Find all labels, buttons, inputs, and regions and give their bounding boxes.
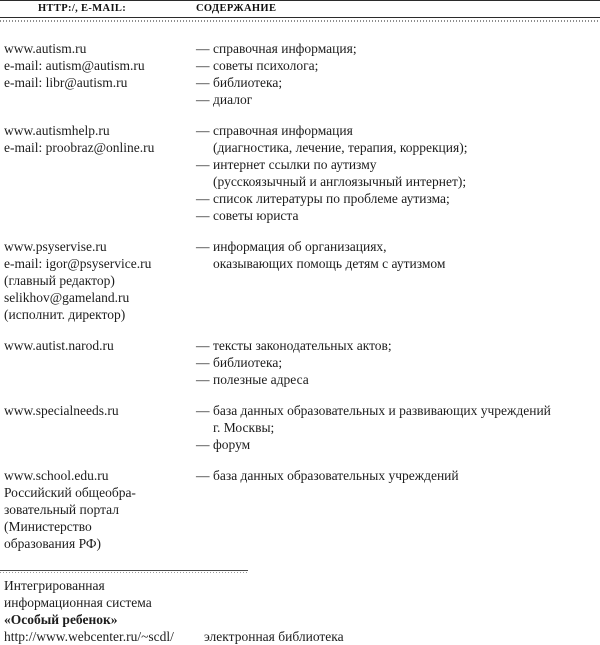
footer-last-row — [0, 628, 600, 645]
footer-title: «Особый ребенок» — [4, 612, 118, 627]
row-url-cell — [0, 40, 196, 91]
content-item — [196, 156, 596, 190]
content-item: — диалог — [196, 91, 596, 108]
content-item: — справочная информация; — [196, 40, 596, 57]
footer-line: информационная система — [4, 595, 152, 610]
table-body — [0, 22, 600, 552]
content-item: — форум — [196, 436, 596, 453]
content-item-text: справочная информация — [213, 123, 353, 138]
url-line: e-mail: proobraz@online.ru — [4, 140, 155, 155]
row-content-cell — [196, 337, 600, 388]
content-item: — советы юриста — [196, 207, 596, 224]
row-content-cell — [196, 467, 600, 484]
footer-description: электронная библиотека — [204, 629, 344, 644]
footer-block — [0, 570, 600, 645]
content-item-text: база данных образовательных и развивающих учреждений — [213, 403, 551, 418]
url-line: www.autist.narod.ru — [4, 338, 114, 353]
content-item: — список литературы по проблеме аутизма; — [196, 190, 596, 207]
table-row — [0, 467, 600, 552]
url-line: e-mail: autism@autism.ru — [4, 58, 145, 73]
url-line: www.autism.ru — [4, 41, 87, 56]
content-item-text: интернет ссылки по аутизму — [213, 157, 377, 172]
content-item-continuation: (диагностика, лечение, терапия, коррекция); — [213, 140, 468, 155]
header-rule-dotted — [0, 20, 600, 22]
content-item: — советы психолога; — [196, 57, 596, 74]
column-header-content: СОДЕРЖАНИЕ — [196, 3, 277, 14]
content-item: — тексты законодательных актов; — [196, 337, 596, 354]
row-url-cell — [0, 238, 196, 323]
url-line: www.psyservise.ru — [4, 239, 107, 254]
table-header — [0, 0, 600, 22]
url-line: (главный редактор) — [4, 273, 115, 288]
url-line: e-mail: libr@autism.ru — [4, 75, 128, 90]
row-content-cell — [196, 40, 600, 108]
content-item: — база данных образовательных учреждений — [196, 467, 596, 484]
content-item-text: информация об организациях, — [213, 239, 387, 254]
table-row — [0, 122, 600, 224]
row-url-cell — [0, 122, 196, 156]
footer-line: Интегрированная — [4, 578, 105, 593]
content-item: — полезные адреса — [196, 371, 596, 388]
url-line: www.school.edu.ru — [4, 468, 109, 483]
header-row — [0, 1, 600, 15]
footer-rule-dotted — [0, 572, 248, 573]
url-line: (Министерство — [4, 519, 92, 534]
content-item — [196, 122, 596, 156]
column-header-url: HTTP:/, E-MAIL: — [38, 3, 127, 14]
url-line: зовательный портал — [4, 502, 119, 517]
content-item: — библиотека; — [196, 354, 596, 371]
url-line: www.specialneeds.ru — [4, 403, 119, 418]
content-item-continuation: (русскоязычный и англоязычный интернет); — [213, 174, 467, 189]
footer-url: http://www.webcenter.ru/~scdl/ — [4, 629, 174, 644]
url-line: e-mail: igor@psyservice.ru — [4, 256, 152, 271]
content-item-continuation: г. Москвы; — [213, 420, 275, 435]
url-line: образования РФ) — [4, 536, 102, 551]
table-row — [0, 337, 600, 388]
row-content-cell — [196, 402, 600, 453]
url-line: Российский общеобра- — [4, 485, 136, 500]
row-url-cell — [0, 402, 196, 419]
table-row — [0, 238, 600, 323]
header-rule-middle — [0, 17, 600, 18]
footer-rule — [0, 570, 248, 571]
table-row — [0, 40, 600, 108]
row-content-cell — [196, 122, 600, 224]
content-item — [196, 238, 596, 272]
url-line: www.autismhelp.ru — [4, 123, 110, 138]
url-line: selikhov@gameland.ru — [4, 290, 130, 305]
content-item: — библиотека; — [196, 74, 596, 91]
content-item-continuation: оказывающих помощь детям с аутизмом — [213, 256, 446, 271]
table-row — [0, 402, 600, 453]
row-url-cell — [0, 467, 196, 552]
url-line: (исполнит. директор) — [4, 307, 126, 322]
content-item — [196, 402, 596, 436]
row-content-cell — [196, 238, 600, 272]
row-url-cell — [0, 337, 196, 354]
